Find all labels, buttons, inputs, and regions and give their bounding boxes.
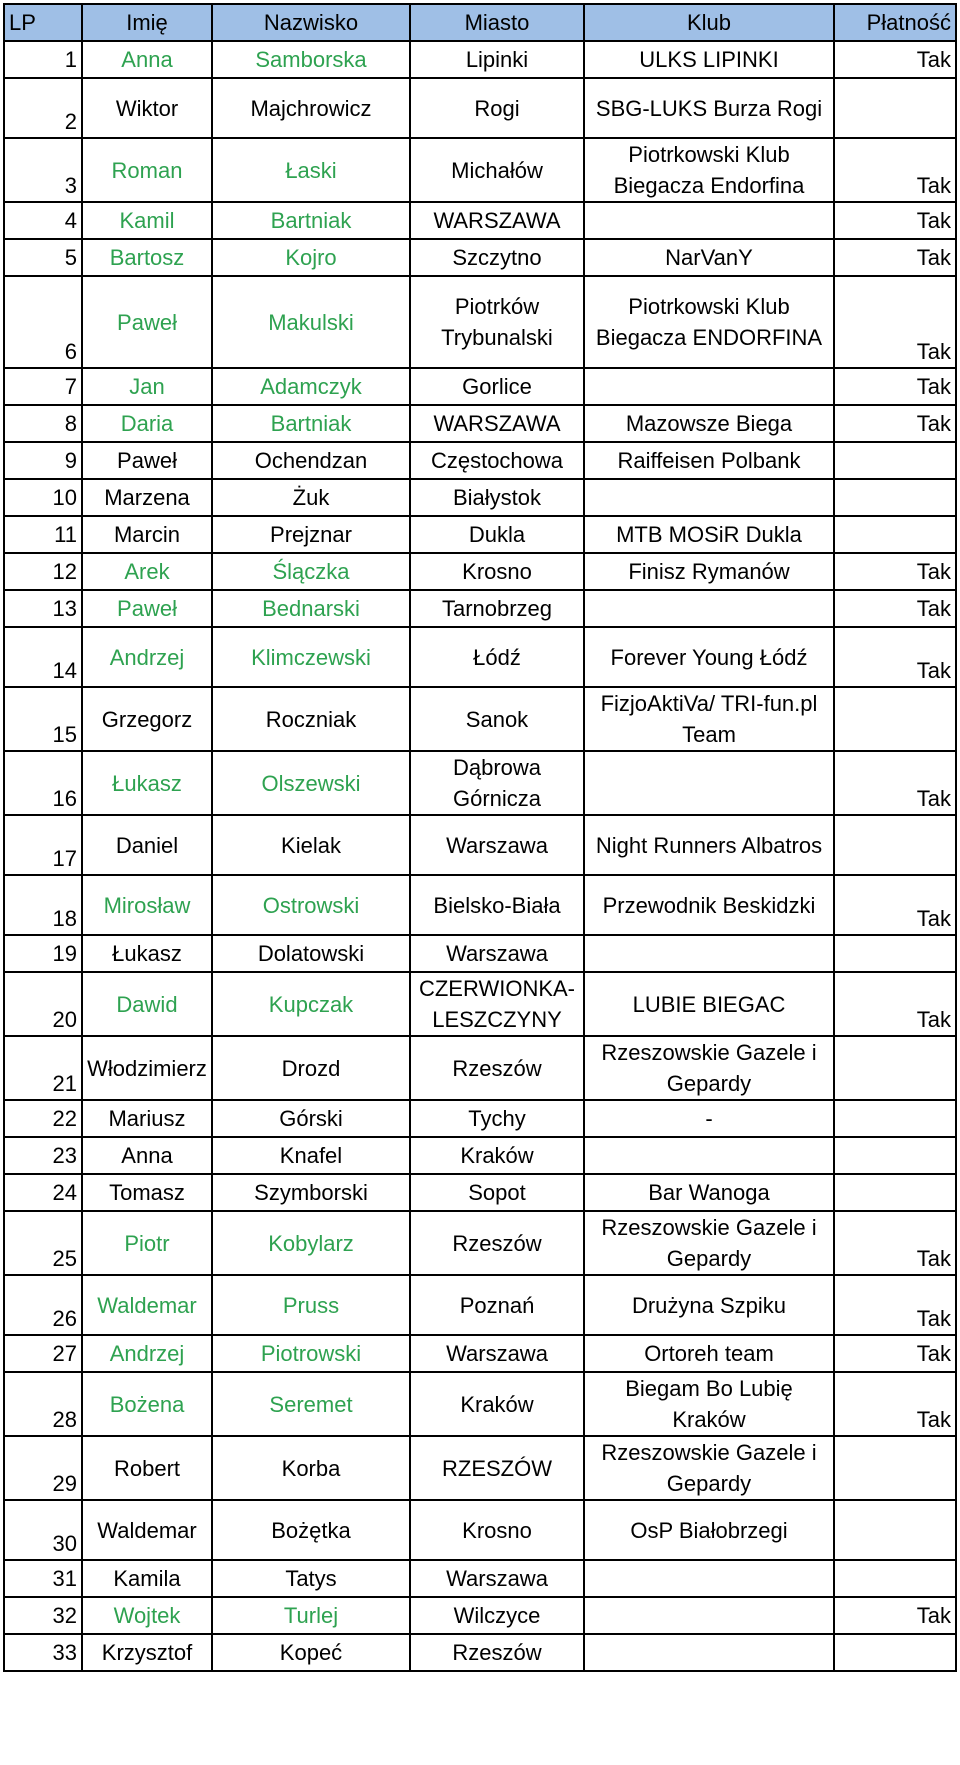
- cell-last-name[interactable]: Knafel: [212, 1137, 410, 1174]
- cell-lp[interactable]: 30: [4, 1500, 82, 1560]
- cell-last-name[interactable]: Pruss: [212, 1275, 410, 1335]
- cell-first-name[interactable]: Bartosz: [82, 239, 212, 276]
- cell-last-name[interactable]: Bednarski: [212, 590, 410, 627]
- header-payment[interactable]: Płatność: [834, 4, 956, 41]
- cell-city[interactable]: Tarnobrzeg: [410, 590, 584, 627]
- cell-last-name[interactable]: Seremet: [212, 1372, 410, 1436]
- cell-first-name[interactable]: Andrzej: [82, 1335, 212, 1372]
- cell-club[interactable]: Piotrkowski Klub Biegacza ENDORFINA: [584, 276, 834, 368]
- cell-lp[interactable]: 7: [4, 368, 82, 405]
- cell-payment[interactable]: Tak: [834, 202, 956, 239]
- table-row: [4, 935, 956, 972]
- cell-payment[interactable]: [834, 1560, 956, 1597]
- cell-lp[interactable]: 20: [4, 972, 82, 1036]
- cell-first-name[interactable]: Daria: [82, 405, 212, 442]
- header-lp[interactable]: LP: [4, 4, 82, 41]
- cell-payment[interactable]: Tak: [834, 553, 956, 590]
- table-row: [4, 78, 956, 138]
- cell-club[interactable]: Bar Wanoga: [584, 1174, 834, 1211]
- cell-last-name[interactable]: Bożętka: [212, 1500, 410, 1560]
- cell-payment[interactable]: [834, 1100, 956, 1137]
- cell-city[interactable]: Piotrków Trybunalski: [410, 276, 584, 368]
- cell-last-name[interactable]: Żuk: [212, 479, 410, 516]
- cell-city[interactable]: Dąbrowa Górnicza: [410, 751, 584, 815]
- cell-last-name[interactable]: Drozd: [212, 1036, 410, 1100]
- cell-payment[interactable]: Tak: [834, 875, 956, 935]
- cell-payment[interactable]: [834, 815, 956, 875]
- cell-first-name[interactable]: Robert: [82, 1436, 212, 1500]
- cell-city[interactable]: Poznań: [410, 1275, 584, 1335]
- cell-last-name[interactable]: Samborska: [212, 41, 410, 78]
- cell-payment[interactable]: Tak: [834, 239, 956, 276]
- cell-club[interactable]: SBG-LUKS Burza Rogi: [584, 78, 834, 138]
- cell-first-name[interactable]: Daniel: [82, 815, 212, 875]
- cell-club[interactable]: Raiffeisen Polbank: [584, 442, 834, 479]
- table-row: [4, 1560, 956, 1597]
- cell-lp[interactable]: 16: [4, 751, 82, 815]
- cell-club[interactable]: [584, 590, 834, 627]
- cell-club[interactable]: [584, 935, 834, 972]
- cell-club[interactable]: Biegam Bo Lubię Kraków: [584, 1372, 834, 1436]
- table-row: [4, 41, 956, 78]
- table-row: [4, 972, 956, 1036]
- header-club[interactable]: Klub: [584, 4, 834, 41]
- cell-payment[interactable]: Tak: [834, 1211, 956, 1275]
- cell-city[interactable]: WARSZAWA: [410, 202, 584, 239]
- cell-last-name[interactable]: Bartniak: [212, 202, 410, 239]
- cell-last-name[interactable]: Makulski: [212, 276, 410, 368]
- cell-payment[interactable]: Tak: [834, 41, 956, 78]
- cell-first-name[interactable]: Waldemar: [82, 1500, 212, 1560]
- cell-payment[interactable]: [834, 442, 956, 479]
- cell-last-name[interactable]: Kupczak: [212, 972, 410, 1036]
- cell-first-name[interactable]: Anna: [82, 1137, 212, 1174]
- cell-club[interactable]: OsP Białobrzegi: [584, 1500, 834, 1560]
- cell-lp[interactable]: 22: [4, 1100, 82, 1137]
- cell-last-name[interactable]: Piotrowski: [212, 1335, 410, 1372]
- cell-last-name[interactable]: Ostrowski: [212, 875, 410, 935]
- cell-first-name[interactable]: Marzena: [82, 479, 212, 516]
- cell-payment[interactable]: [834, 1137, 956, 1174]
- cell-payment[interactable]: Tak: [834, 1335, 956, 1372]
- cell-city[interactable]: WARSZAWA: [410, 405, 584, 442]
- header-first-name[interactable]: Imię: [82, 4, 212, 41]
- cell-club[interactable]: Piotrkowski Klub Biegacza Endorfina: [584, 138, 834, 202]
- cell-payment[interactable]: [834, 1036, 956, 1100]
- cell-lp[interactable]: 32: [4, 1597, 82, 1634]
- cell-club[interactable]: [584, 1597, 834, 1634]
- cell-last-name[interactable]: Roczniak: [212, 687, 410, 751]
- cell-city[interactable]: Dukla: [410, 516, 584, 553]
- cell-lp[interactable]: 11: [4, 516, 82, 553]
- cell-city[interactable]: Warszawa: [410, 935, 584, 972]
- cell-last-name[interactable]: Szymborski: [212, 1174, 410, 1211]
- cell-club[interactable]: [584, 368, 834, 405]
- cell-club[interactable]: Rzeszowskie Gazele i Gepardy: [584, 1436, 834, 1500]
- cell-first-name[interactable]: Wojtek: [82, 1597, 212, 1634]
- cell-lp[interactable]: 26: [4, 1275, 82, 1335]
- participants-table: [3, 3, 957, 1672]
- cell-club[interactable]: MTB MOSiR Dukla: [584, 516, 834, 553]
- cell-club[interactable]: Rzeszowskie Gazele i Gepardy: [584, 1211, 834, 1275]
- cell-first-name[interactable]: Łukasz: [82, 935, 212, 972]
- cell-last-name[interactable]: Kielak: [212, 815, 410, 875]
- table-row: [4, 1275, 956, 1335]
- cell-lp[interactable]: 3: [4, 138, 82, 202]
- cell-lp[interactable]: 8: [4, 405, 82, 442]
- cell-payment[interactable]: Tak: [834, 276, 956, 368]
- table-row: [4, 751, 956, 815]
- cell-club[interactable]: -: [584, 1100, 834, 1137]
- cell-lp[interactable]: 19: [4, 935, 82, 972]
- cell-club[interactable]: [584, 1560, 834, 1597]
- table-row: [4, 1335, 956, 1372]
- cell-city[interactable]: Rzeszów: [410, 1211, 584, 1275]
- cell-lp[interactable]: 23: [4, 1137, 82, 1174]
- cell-city[interactable]: Warszawa: [410, 1560, 584, 1597]
- cell-lp[interactable]: 29: [4, 1436, 82, 1500]
- cell-first-name[interactable]: Tomasz: [82, 1174, 212, 1211]
- cell-club[interactable]: Forever Young Łódź: [584, 627, 834, 687]
- cell-payment[interactable]: Tak: [834, 972, 956, 1036]
- table-row: [4, 276, 956, 368]
- cell-lp[interactable]: 9: [4, 442, 82, 479]
- table-row: [4, 138, 956, 202]
- cell-last-name[interactable]: Ochendzan: [212, 442, 410, 479]
- cell-club[interactable]: Night Runners Albatros: [584, 815, 834, 875]
- cell-city[interactable]: Warszawa: [410, 1335, 584, 1372]
- cell-first-name[interactable]: Mirosław: [82, 875, 212, 935]
- cell-city[interactable]: RZESZÓW: [410, 1436, 584, 1500]
- cell-club[interactable]: ULKS LIPINKI: [584, 41, 834, 78]
- cell-first-name[interactable]: Kamil: [82, 202, 212, 239]
- cell-last-name[interactable]: Klimczewski: [212, 627, 410, 687]
- table-body: [4, 41, 956, 1671]
- cell-city[interactable]: Białystok: [410, 479, 584, 516]
- cell-city[interactable]: Rzeszów: [410, 1634, 584, 1671]
- table-row: [4, 1372, 956, 1436]
- table-row: [4, 239, 956, 276]
- table-row: [4, 687, 956, 751]
- header-last-name[interactable]: Nazwisko: [212, 4, 410, 41]
- cell-last-name[interactable]: Kopeć: [212, 1634, 410, 1671]
- cell-first-name[interactable]: Bożena: [82, 1372, 212, 1436]
- table-row: [4, 1211, 956, 1275]
- cell-first-name[interactable]: Marcin: [82, 516, 212, 553]
- table-row: [4, 1174, 956, 1211]
- cell-payment[interactable]: [834, 1634, 956, 1671]
- cell-payment[interactable]: [834, 1500, 956, 1560]
- cell-first-name[interactable]: Arek: [82, 553, 212, 590]
- cell-city[interactable]: Szczytno: [410, 239, 584, 276]
- cell-last-name[interactable]: Prejznar: [212, 516, 410, 553]
- cell-last-name[interactable]: Olszewski: [212, 751, 410, 815]
- cell-city[interactable]: Kraków: [410, 1137, 584, 1174]
- cell-first-name[interactable]: Wiktor: [82, 78, 212, 138]
- cell-last-name[interactable]: Korba: [212, 1436, 410, 1500]
- cell-city[interactable]: Łódź: [410, 627, 584, 687]
- cell-club[interactable]: [584, 751, 834, 815]
- cell-first-name[interactable]: Paweł: [82, 276, 212, 368]
- cell-lp[interactable]: 17: [4, 815, 82, 875]
- cell-payment[interactable]: Tak: [834, 751, 956, 815]
- cell-city[interactable]: Michałów: [410, 138, 584, 202]
- cell-lp[interactable]: 2: [4, 78, 82, 138]
- cell-payment[interactable]: Tak: [834, 627, 956, 687]
- cell-payment[interactable]: Tak: [834, 1372, 956, 1436]
- cell-first-name[interactable]: Paweł: [82, 442, 212, 479]
- table-row: [4, 1036, 956, 1100]
- table-row: [4, 405, 956, 442]
- cell-last-name[interactable]: Adamczyk: [212, 368, 410, 405]
- table-row: [4, 1100, 956, 1137]
- cell-first-name[interactable]: Piotr: [82, 1211, 212, 1275]
- cell-lp[interactable]: 13: [4, 590, 82, 627]
- cell-last-name[interactable]: Górski: [212, 1100, 410, 1137]
- cell-first-name[interactable]: Andrzej: [82, 627, 212, 687]
- cell-club[interactable]: LUBIE BIEGAC: [584, 972, 834, 1036]
- cell-lp[interactable]: 1: [4, 41, 82, 78]
- cell-city[interactable]: Bielsko-Biała: [410, 875, 584, 935]
- cell-payment[interactable]: [834, 1174, 956, 1211]
- cell-first-name[interactable]: Roman: [82, 138, 212, 202]
- cell-lp[interactable]: 5: [4, 239, 82, 276]
- cell-city[interactable]: Sanok: [410, 687, 584, 751]
- cell-payment[interactable]: [834, 516, 956, 553]
- table-row: [4, 1634, 956, 1671]
- cell-first-name[interactable]: Kamila: [82, 1560, 212, 1597]
- cell-city[interactable]: CZERWIONKA-LESZCZYNY: [410, 972, 584, 1036]
- cell-last-name[interactable]: Kobylarz: [212, 1211, 410, 1275]
- cell-lp[interactable]: 31: [4, 1560, 82, 1597]
- cell-club[interactable]: [584, 1634, 834, 1671]
- table-row: [4, 442, 956, 479]
- table-row: [4, 1137, 956, 1174]
- cell-last-name[interactable]: Ślączka: [212, 553, 410, 590]
- header-row: [4, 4, 956, 41]
- cell-last-name[interactable]: Majchrowicz: [212, 78, 410, 138]
- cell-club[interactable]: Mazowsze Biega: [584, 405, 834, 442]
- cell-club[interactable]: [584, 1137, 834, 1174]
- cell-first-name[interactable]: Krzysztof: [82, 1634, 212, 1671]
- table-row: [4, 516, 956, 553]
- table-row: [4, 875, 956, 935]
- cell-first-name[interactable]: Włodzimierz: [82, 1036, 212, 1100]
- cell-first-name[interactable]: Dawid: [82, 972, 212, 1036]
- table-row: [4, 1500, 956, 1560]
- cell-payment[interactable]: Tak: [834, 405, 956, 442]
- cell-payment[interactable]: Tak: [834, 1597, 956, 1634]
- cell-lp[interactable]: 25: [4, 1211, 82, 1275]
- cell-city[interactable]: Gorlice: [410, 368, 584, 405]
- cell-city[interactable]: Wilczyce: [410, 1597, 584, 1634]
- cell-payment[interactable]: [834, 935, 956, 972]
- header-city[interactable]: Miasto: [410, 4, 584, 41]
- cell-last-name[interactable]: Bartniak: [212, 405, 410, 442]
- cell-payment[interactable]: [834, 78, 956, 138]
- table-row: [4, 1436, 956, 1500]
- cell-first-name[interactable]: Grzegorz: [82, 687, 212, 751]
- cell-lp[interactable]: 12: [4, 553, 82, 590]
- cell-first-name[interactable]: Łukasz: [82, 751, 212, 815]
- cell-last-name[interactable]: Tatys: [212, 1560, 410, 1597]
- cell-club[interactable]: FizjoAktiVa/ TRI-fun.pl Team: [584, 687, 834, 751]
- cell-lp[interactable]: 18: [4, 875, 82, 935]
- table-row: [4, 202, 956, 239]
- cell-lp[interactable]: 24: [4, 1174, 82, 1211]
- table-row: [4, 553, 956, 590]
- cell-last-name[interactable]: Kojro: [212, 239, 410, 276]
- cell-club[interactable]: Ortoreh team: [584, 1335, 834, 1372]
- cell-lp[interactable]: 27: [4, 1335, 82, 1372]
- cell-last-name[interactable]: Łaski: [212, 138, 410, 202]
- cell-payment[interactable]: [834, 687, 956, 751]
- cell-city[interactable]: Warszawa: [410, 815, 584, 875]
- cell-first-name[interactable]: Anna: [82, 41, 212, 78]
- cell-payment[interactable]: Tak: [834, 138, 956, 202]
- table-row: [4, 1597, 956, 1634]
- cell-city[interactable]: Rogi: [410, 78, 584, 138]
- cell-payment[interactable]: Tak: [834, 1275, 956, 1335]
- cell-club[interactable]: [584, 479, 834, 516]
- table-row: [4, 815, 956, 875]
- cell-lp[interactable]: 10: [4, 479, 82, 516]
- cell-payment[interactable]: Tak: [834, 368, 956, 405]
- cell-lp[interactable]: 6: [4, 276, 82, 368]
- cell-lp[interactable]: 33: [4, 1634, 82, 1671]
- cell-lp[interactable]: 28: [4, 1372, 82, 1436]
- table-row: [4, 479, 956, 516]
- cell-lp[interactable]: 21: [4, 1036, 82, 1100]
- cell-city[interactable]: Częstochowa: [410, 442, 584, 479]
- cell-last-name[interactable]: Dolatowski: [212, 935, 410, 972]
- cell-city[interactable]: Krosno: [410, 553, 584, 590]
- cell-lp[interactable]: 14: [4, 627, 82, 687]
- cell-lp[interactable]: 4: [4, 202, 82, 239]
- table-row: [4, 368, 956, 405]
- cell-club[interactable]: Przewodnik Beskidzki: [584, 875, 834, 935]
- cell-city[interactable]: Krosno: [410, 1500, 584, 1560]
- cell-city[interactable]: Sopot: [410, 1174, 584, 1211]
- cell-payment[interactable]: [834, 1436, 956, 1500]
- cell-city[interactable]: Tychy: [410, 1100, 584, 1137]
- cell-club[interactable]: Rzeszowskie Gazele i Gepardy: [584, 1036, 834, 1100]
- cell-lp[interactable]: 15: [4, 687, 82, 751]
- cell-city[interactable]: Lipinki: [410, 41, 584, 78]
- cell-city[interactable]: Kraków: [410, 1372, 584, 1436]
- cell-first-name[interactable]: Paweł: [82, 590, 212, 627]
- cell-club[interactable]: [584, 202, 834, 239]
- cell-club[interactable]: NarVanY: [584, 239, 834, 276]
- cell-city[interactable]: Rzeszów: [410, 1036, 584, 1100]
- cell-first-name[interactable]: Mariusz: [82, 1100, 212, 1137]
- cell-last-name[interactable]: Turlej: [212, 1597, 410, 1634]
- cell-first-name[interactable]: Jan: [82, 368, 212, 405]
- table-row: [4, 627, 956, 687]
- cell-club[interactable]: Finisz Rymanów: [584, 553, 834, 590]
- cell-club[interactable]: Drużyna Szpiku: [584, 1275, 834, 1335]
- cell-first-name[interactable]: Waldemar: [82, 1275, 212, 1335]
- cell-payment[interactable]: Tak: [834, 590, 956, 627]
- table-row: [4, 590, 956, 627]
- cell-payment[interactable]: [834, 479, 956, 516]
